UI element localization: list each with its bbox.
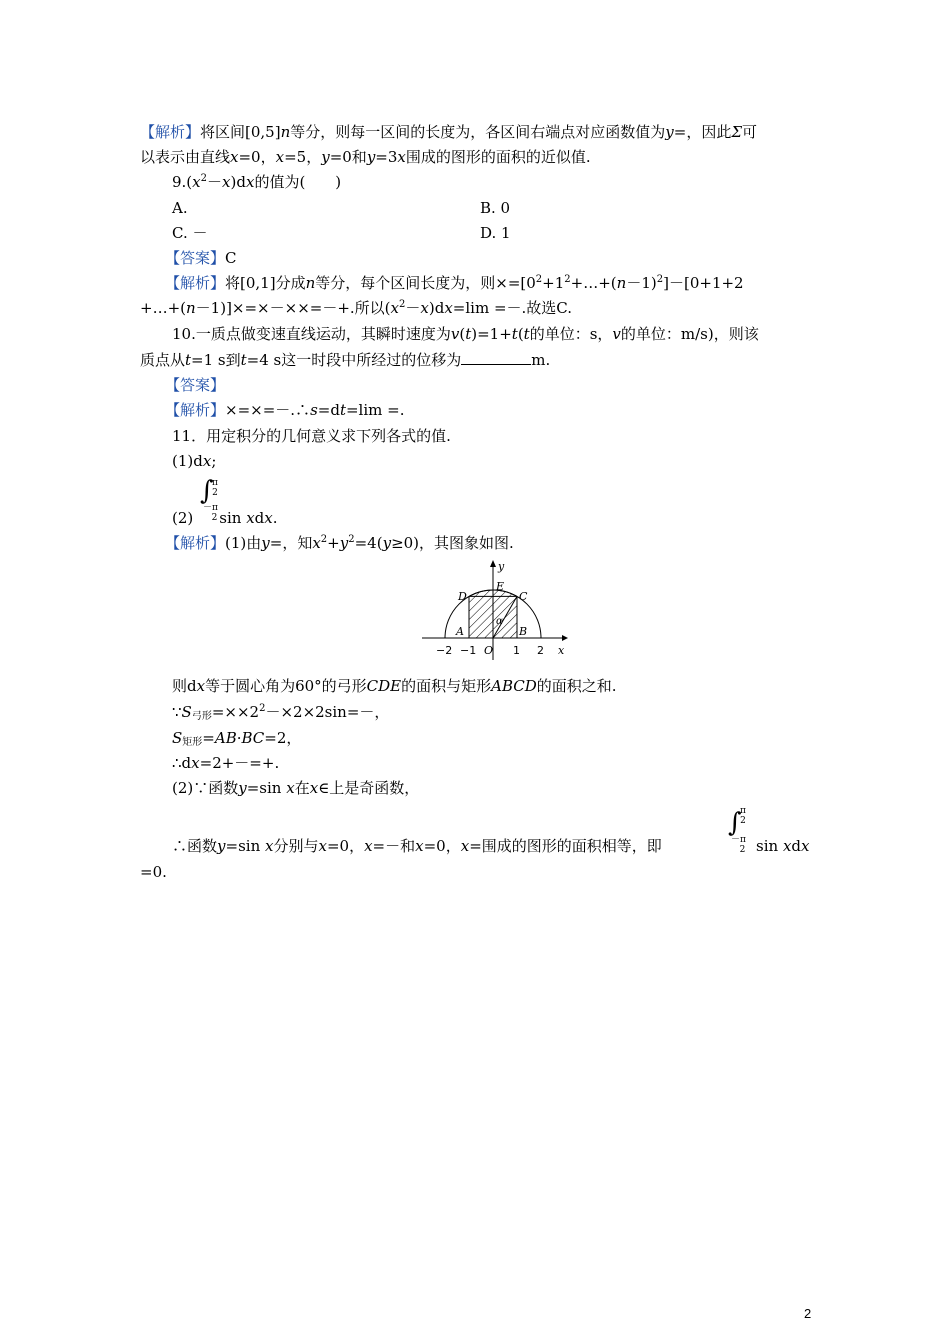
q9-option-a: A. (172, 199, 188, 217)
upper-limit-2: π 2 (740, 806, 746, 826)
label-D: D (458, 590, 467, 603)
label-C: C (519, 590, 528, 603)
upper-limit: π 2 (212, 478, 218, 498)
x-axis-arrow (562, 635, 568, 641)
label-B: B (519, 625, 528, 638)
q11-solution-line8: =0. (140, 863, 167, 881)
analysis-tag: 【解析】 (165, 401, 226, 419)
q11-stem: 11．用定积分的几何意义求下列各式的值. (172, 427, 451, 445)
q8-solution-line2: 以表示由直线x=0，x=5，y=0和y=3x围成的图形的面积的近似值. (140, 148, 591, 166)
analysis-tag: 【解析】 (140, 123, 201, 141)
semicircle-figure (420, 558, 570, 662)
analysis-tag: 【解析】 (165, 534, 226, 552)
tick-1: 1 (513, 644, 520, 657)
q9-option-c: C. － (172, 224, 208, 242)
label-x: x (558, 644, 565, 657)
integral-sign: ∫ (200, 476, 214, 506)
q9-solution-line2: +…+(n－1)]×=×－××=－+.所以$(x^2-x)dx=\lim$ =－.故选C. (140, 299, 572, 317)
tick-2: 2 (537, 644, 544, 657)
q11-solution-line5: ∴dx=2+－=+. (172, 754, 280, 772)
q11-integral-tail: sin xdx (756, 837, 810, 855)
label-E: E (496, 580, 505, 593)
q10-stem-line2: 质点从t=1 s到t=4 s这一时段中所经过的位移为 m. (140, 351, 551, 369)
label-y: y (498, 560, 505, 573)
q9-option-d: D. 1 (480, 224, 511, 242)
tick-neg2: −2 (436, 644, 453, 657)
answer-tag: 【答案】 (165, 376, 226, 394)
q8-solution-line1: 【解析】将区间[0,5]n等分，则每一区间的长度为，各区间右端点对应函数值为y=，因此Σ可 (140, 123, 757, 141)
q11-solution-line7: ∴函数y=sin x分别与x=0，x=－和x=0，x=围成的图形的面积相等，即 (172, 837, 662, 855)
q11-solution-line6: (2)∵函数y=sin x在x∈上是奇函数， (172, 779, 420, 797)
q11-part1: (1)dx; (172, 452, 217, 470)
q9-solution-line1: 【解析】将[0,1]分成n等分，每个区间长度为，则$\times=[0^2+1^2+\dots+(n-1)^2]-[0+1+2$ (165, 274, 744, 292)
label-A: A (456, 625, 464, 638)
q10-stem-line1: 10.一质点做变速直线运动，其瞬时速度为v(t)=1+t(t的单位：s，v的单位：m/s)，则该 (172, 325, 759, 343)
lower-limit: －π 2 (203, 503, 218, 523)
integral-sign-2: ∫ (728, 808, 742, 838)
label-alpha: α (496, 616, 503, 627)
q11-solution-line2: 则dx等于圆心角为60°的弓形CDE的面积与矩形ABCD的面积之和. (172, 677, 617, 695)
y-axis-arrow (490, 560, 496, 567)
q10-answer (165, 375, 225, 395)
analysis-tag: 【解析】 (165, 274, 226, 292)
tick-neg1: −1 (460, 644, 477, 657)
answer-blank (461, 350, 531, 365)
q11-part2: (2) sin xdx. (172, 509, 278, 527)
label-O: O (484, 644, 494, 657)
q9-stem: $9.(x^2-x)dx$的值为( ) (172, 173, 342, 191)
q9-answer: 【答案】C (165, 249, 237, 267)
lower-limit-2: －π 2 (731, 835, 746, 855)
answer-tag: 【答案】 (165, 249, 226, 267)
q11-solution-line4: $S_{矩形}=AB\cdot BC=2$， (172, 729, 302, 748)
q11-solution-line3: $\because S_{弓形}=\times\times 2^2-\times 2\times 2\sin=-$， (172, 703, 390, 722)
page-number: 2 (804, 1306, 812, 1321)
hatched-region (469, 590, 517, 638)
q10-solution: 【解析】×=×=－.∴s=dt=lim =. (165, 401, 405, 419)
q11-solution-line1: 【解析】(1)由y=，知$x^2+y^2=4(y\ge 0)$，其图象如图. (165, 534, 514, 552)
q9-option-b: B. 0 (480, 199, 511, 217)
